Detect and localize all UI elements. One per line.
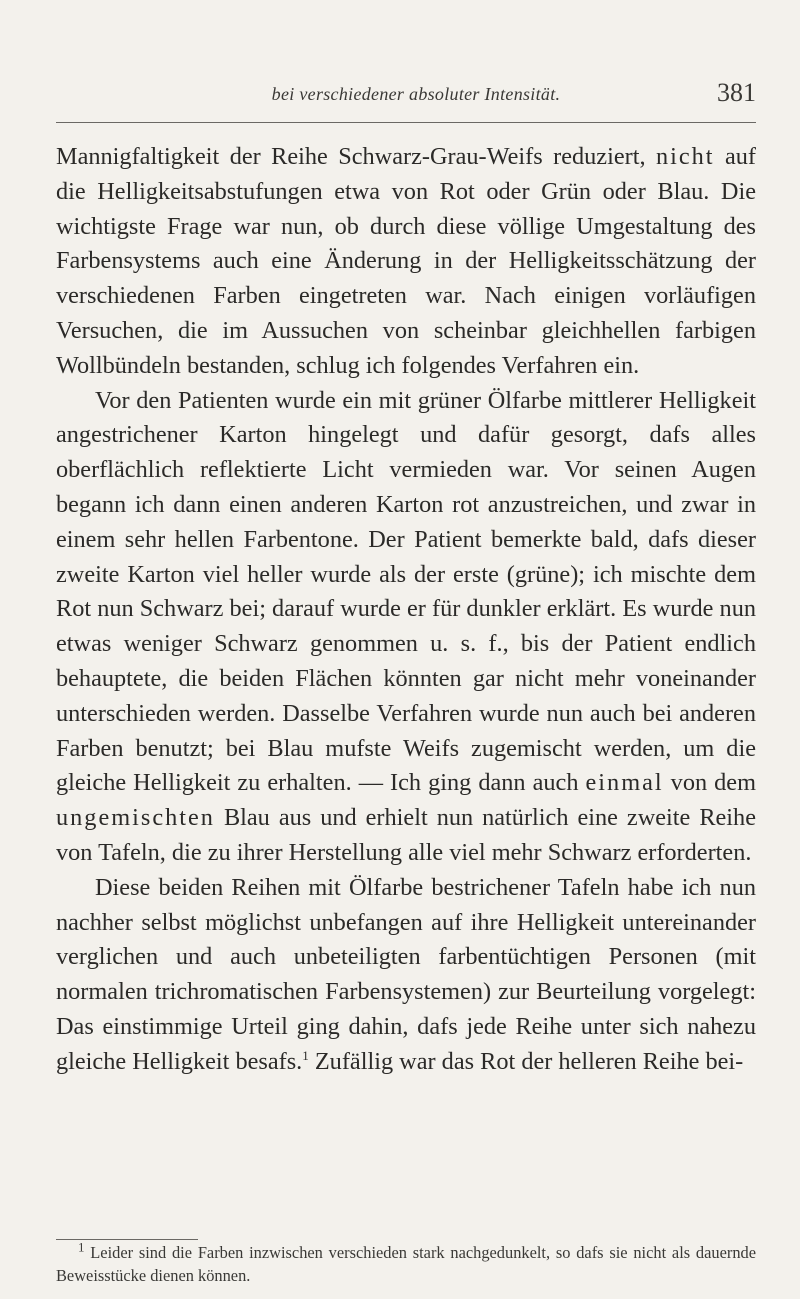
emphasis-ungemischten: ungemischten <box>56 804 215 832</box>
paragraph-1-rest: auf die Helligkeitsabstufungen etwa von Rot oder Grün oder Blau. Die wichtigste Frage war nun, ob durch diese völlige Umgestaltung des Farbensystems auch eine Änderung in der Helligkeitsschätzung der verschiedenen Farben eingetreten war. Nach einigen vorläufigen Versuchen, die im Aussuchen von scheinbar gleichhellen farbigen Wollbündeln bestanden, schlug ich folgendes Verfahren ein. <box>56 143 756 379</box>
footnotes <box>56 1239 756 1287</box>
paragraph-3 <box>56 871 756 1080</box>
footnote-mark: 1 <box>78 1239 85 1255</box>
footnote-1 <box>56 1239 756 1287</box>
footnote-reference[interactable]: 1 <box>302 1047 309 1063</box>
paragraph-2-lead: Vor den Patienten wurde ein mit grüner Ölfarbe mittlerer Helligkeit angestrichener Karton hingelegt und dafür gesorgt, dafs alles oberflächlich reflektierte Licht vermieden war. Vor seinen Augen begann ich dann einen anderen Karton rot anzustreichen, und zwar in einem sehr hellen Farbentone. Der Patient bemerkte bald, dafs dieser zweite Karton viel heller wurde als der erste (grüne); ich mischte dem Rot nun Schwarz bei; darauf wurde er für dunkler erklärt. Es wurde nun etwas weniger Schwarz genommen u. s. f., bis der Patient endlich behauptete, die beiden Flächen könnten gar nicht mehr voneinander unterschieden werden. Dasselbe Verfahren wurde nun auch bei anderen Farben benutzt; bei Blau mufste Weifs zugemischt werden, um die gleiche Helligkeit zu erhalten. — Ich ging dann auch <box>56 386 756 797</box>
body-text <box>56 140 756 1080</box>
paragraph-1 <box>56 140 756 384</box>
emphasis-einmal: einmal <box>585 769 664 797</box>
paragraph-3-lead: Diese beiden Reihen mit Ölfarbe bestrichener Tafeln habe ich nun nachher selbst möglichst unbefangen auf ihre Helligkeit untereinander verglichen und auch unbeteiligten farbentüchtigen Personen (mit normalen trichromatischen Farbensystemen) zur Beurteilung vorgelegt: Das einstimmige Urteil ging dahin, dafs jede Reihe unter sich nahezu gleiche Helligkeit besafs. <box>56 873 756 1075</box>
header-rule <box>56 122 756 123</box>
page-number: 381 <box>717 78 756 107</box>
paragraph-2-rest: Blau aus und erhielt nun natürlich eine zweite Reihe von Tafeln, die zu ihrer Herstellung alle viel mehr Schwarz erforderten. <box>56 804 756 866</box>
running-header <box>56 78 756 114</box>
header-title: bei verschiedener absoluter Intensität. <box>271 84 561 104</box>
footnote-text: Leider sind die Farben inzwischen verschieden stark nachgedunkelt, so dafs sie nicht als dauernde Beweisstücke dienen können. <box>56 1243 756 1285</box>
paragraph-2 <box>56 384 756 871</box>
paragraph-2-middle: von dem <box>663 769 756 797</box>
paragraph-1-lead: Mannigfaltigkeit der Reihe Schwarz-Grau-Weifs reduziert, <box>56 143 656 170</box>
emphasis-nicht: nicht <box>655 143 715 170</box>
paragraph-3-rest: Zufällig war das Rot der helleren Reihe bei- <box>308 1047 744 1075</box>
